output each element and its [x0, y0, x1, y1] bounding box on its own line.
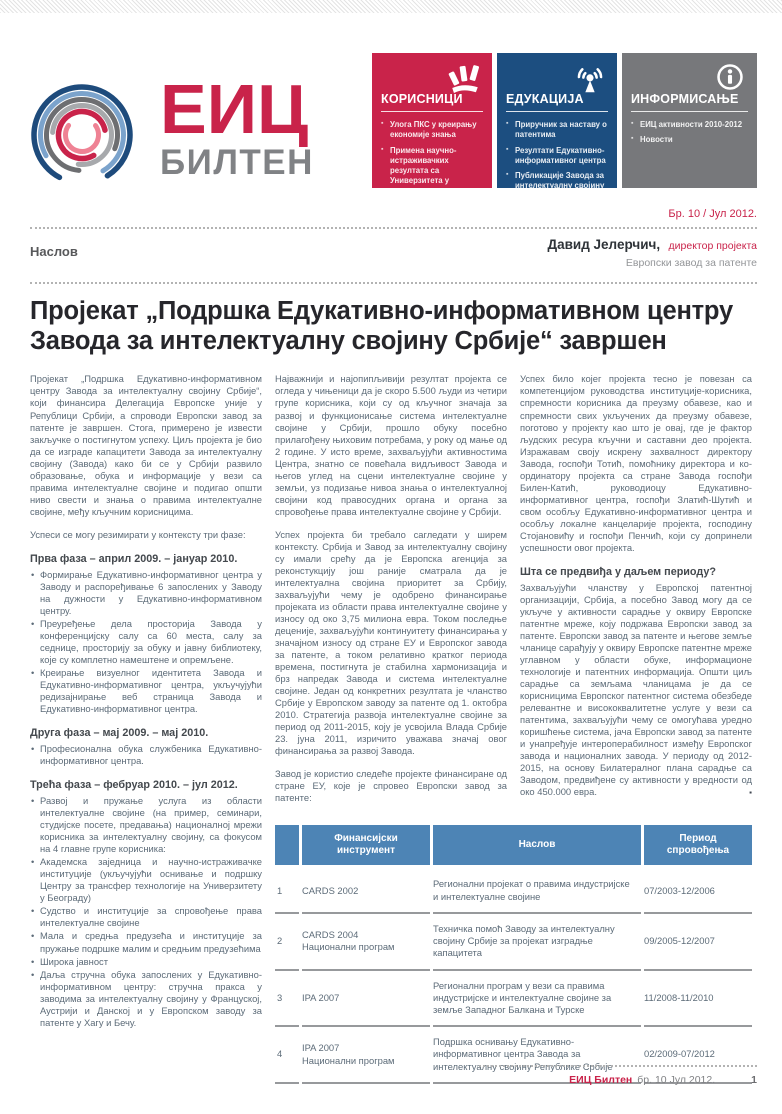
outlook-heading: Шта се предвиђа у даљем периоду? [520, 565, 716, 578]
paragraph: Успех пројекта би требало сагледати у ширем контексту. Србија и Завод за интелектуалну својину су имали срећу да је Европска агенција за реконстукцију још раније сматрала да је интелектуална својина приоритет за Србију, захваљујући чему је одобрено финансирање пројеката из области права интелектуалне својине у износу од око 3,75 милиона евра. Током последње деценије, захваљујући континуитету финансирања у значајном износу од стране ЕУ и Европског завода за патенте, а током релативно кратког периода времена, постигнута је стабилна хармонизација и брз напредак Завода и система интелектуалне својине. Један од конкретних резултата је чланство Србије у Европском заводу за патенте од 1. октобра 2010. Стратегија развоја интелектуалне својине за период од 2011-2015, коју је усвојила Влада Србије 23. јуна 2011, изричито уважава значај овог финансирања за развој Завода. [275, 528, 507, 757]
right-area [275, 373, 752, 1083]
row-period: 02/2009-07/2012 [644, 1027, 752, 1084]
box-edukacija [497, 53, 617, 191]
column-3 [520, 373, 752, 815]
phase-1-title: Прва фаза – април 2009. – јануар 2010. [30, 552, 238, 565]
list-item: ▪ Примена научно-истраживачких резултата са Универзитета у Београду [381, 146, 483, 197]
list-item: ▪ Новости [631, 135, 748, 145]
phase-2-title: Друга фаза – мај 2009. – мај 2010. [30, 727, 209, 740]
projects-table [275, 825, 752, 1083]
footer-issue: бр. 10 Јул 2012. [637, 1074, 716, 1086]
list-item: • Судство и институције за спровођење права интелектуалне својине [30, 905, 262, 929]
author-role: директор пројекта [668, 240, 757, 252]
row-period: 11/2008-11/2010 [644, 971, 752, 1028]
list-item: • Широка јавност [30, 956, 262, 968]
box-informisanje-list [631, 120, 748, 146]
box-korisnici-title: КОРИСНИЦИ [381, 92, 483, 112]
box-informisanje-title: ИНФОРМИСАЊЕ [631, 92, 748, 112]
top-texture-band [0, 0, 782, 13]
list-item: • Мала и средња предузећа и институције за пружање подршке малим и средњим предузећима [30, 930, 262, 954]
end-of-article-mark: ▪ [749, 788, 752, 798]
paragraph: Завод је користио следеће пројекте финансиране од стране ЕУ, које је спровео Европски завод за патенте: [275, 768, 507, 804]
paragraph: Најважнији и најопипљивији резултат пројекта се огледа у чињеници да је скоро 5.500 људи из четири групе корисника, који су од кључног значаја за развој и функционисање система интелектуалне својине у Србији, прошло обуку посебно прилагођену њиховим потребама, у року од мање од 2 године. У исто време, захваљујући активностима Центра, знатно се повећала видљивост Завода и његов углед на сцени интелектуалне својине у земљи, уз подизање нивоа знања о интелектуалној својини код правосудних органа и органа за спровођење права интелектуалне својине у Србији. [275, 373, 507, 517]
list-item: ▪ Сарадња Министарства одбране и ЕИЦ [381, 202, 483, 223]
author-org: Европски завод за патенте [625, 256, 757, 269]
list-item: • Формирање Едукативно-информативног центра у Заводу и распоређивање 6 запослених у Заводу на дужности у Едукативно-информативном центру. [30, 569, 262, 617]
dotted-rule [30, 282, 757, 284]
box-edukacija-title: ЕДУКАЦИЈА [506, 92, 608, 112]
eic-logo-icon [30, 53, 134, 201]
column-1 [30, 373, 262, 1083]
logo-text [160, 70, 314, 183]
page-footer [479, 1065, 757, 1086]
author-block [547, 234, 757, 270]
list-item: ▪ Резултати Едукативно-информативног центра [506, 146, 608, 167]
row-period: 07/2003-12/2006 [644, 869, 752, 913]
paragraph: Пројекат „Подршка Едукативно-информативном центру Завода за интелектуалну својину Србије“, који финансира Делегација Европске уније у Републици Србији, а спроводи Европски завод за патенте је завршен. Стога, примерено је извести закључке о постигнутом успеху. Циљ пројекта је био да се изграде капацитети Завода за интелектуалну својину (Завода) како би се у Србији развило образовање, обука и информације у вези са правима интелектуалне својине и подигао општи ниво свести и знања о правима интелектуалне својине, међу кључним корисницима. [30, 373, 262, 517]
row-instrument: IPA 2007 Национални програм [302, 1027, 430, 1084]
table-header-row [275, 825, 752, 865]
list-item: ▪ Публикације Завода за интелектуалну својину [506, 171, 608, 192]
row-instrument: IPA 2007 [302, 971, 430, 1028]
list-item: ▪ Улога ПКС у креирању економије знања [381, 120, 483, 141]
list-item: • Академска заједница и научно-истраживачке институције (укључујући оснивање и подршку Центру за трансфер технологије на Универзитету у Београду) [30, 856, 262, 904]
info-icon [712, 60, 748, 94]
list-item: • Развој и пружање услуга из области интелектуалне својине (на пример, семинари, студијске посете, предавања) националној мрежи корисника за интелектуалну својину, са фокусом на 4 главне групе корисника: [30, 795, 262, 855]
broadcast-icon [572, 60, 608, 94]
phase-1-list [30, 569, 262, 715]
list-item: • Професионална обука службеника Едукативно-информативног центра. [30, 743, 262, 767]
list-item: ▪ ЕИЦ активности 2010-2012 [631, 120, 748, 130]
logo-subtitle: БИЛТЕН [160, 143, 314, 183]
table-row [275, 869, 752, 913]
box-informisanje [622, 53, 757, 188]
table-row [275, 914, 752, 971]
list-item: • Даља стручна обука запослених у Едукативно-информативном центру: стручна пракса у заводима за интелектуалну својину у Француској, Аустрији и Данској и у Европском заводу за патенте у Хагу и Бечу. [30, 969, 262, 1029]
paragraph: Успеси се могу резимирати у контексту три фазе: [30, 528, 246, 540]
row-title: Регионални пројекат о правима индустријске и интелектуалне својине [433, 869, 641, 913]
author-name: Давид Јелерчич, [547, 237, 661, 252]
column-2 [275, 373, 507, 815]
row-number: 1 [275, 869, 299, 913]
header-cell-period: Период спровођења [644, 825, 752, 865]
article-headline: Пројекат „Подршка Едукативно-информативном центру Завода за интелектуалну својину Србије“ завршен [30, 296, 733, 355]
phase-2-list [30, 743, 262, 767]
header-cell-title: Наслов [433, 825, 641, 865]
row-number: 4 [275, 1027, 299, 1084]
table-body [275, 869, 752, 1083]
paragraph: Успех било којег пројекта тесно је повезан са компетенцијом руководства институције-корисника, спремности корисника да преузму обавезе, као и спремности свих укључених да преузму обавезе, поготово у пројекту као што је овај, где је фактор људских ресура кључни и саставни део пројекта. Изражавам своју искрену захвалност директору Завода, госпођи Тотић, помоћнику директора и ко-ординатору пројекта са стране Завода госпођи Билен-Катић, руководиоцу Едукативно-информативног центра, госпођи Златић-Шутић и свом особљу Едукативно-информативног центра и особљу локалне канцеларије пројекта, господину Стојановићу и госпођи Пенчић, који су допринели успешности овог пројекта. [520, 373, 752, 553]
logo-title: ЕИЦ [160, 70, 309, 148]
page-number: 1 [751, 1074, 757, 1086]
row-title: Регионални програм у вези са правима индустријске и интелектуалне својине за земље Западног Балкана и Турске [433, 971, 641, 1028]
byline-row [0, 229, 782, 275]
row-number: 3 [275, 971, 299, 1028]
box-edukacija-list [506, 120, 608, 192]
row-number: 2 [275, 914, 299, 971]
paragraph-text: Захваљујући чланству у Европској патентној организацији, Србија, а посебно Завод могу да се укључе у активности сарадње у оквиру Европске патентне мреже, коју подржава Европски завод за патенте. Европски завод за патенте и његове земље чланице сарађују у оквиру Европске патентне мреже углавном у области обуке, информационе технологије и патентних информација. Општи циљ сарадње са земљама чланицама је да се корисницима Европског патентног система обезбеде релевантне и висококвалитетне услуге у вези са патентима, захваљујући чему се омогућава уредно коришћење система, јача Европски завод за патенте и унапређује интероперабилност између Европског завода и националних завода. У периоду од 2012-2015, на основу Билатералног плана сарадње са Заводом, предвиђене су активности у вредности од око 450.000 евра. [520, 581, 752, 798]
section-label: Наслов [30, 244, 78, 260]
row-title: Техничка помоћ Заводу за интелектуалну својину Србије за пројекат изградње капацитета [433, 914, 641, 971]
phase-3-list [30, 795, 262, 1029]
box-korisnici [372, 53, 492, 222]
row-instrument: CARDS 2002 [302, 869, 430, 913]
row-instrument: CARDS 2004 Национални програм [302, 914, 430, 971]
list-item: • Преуређење дела просторија Завода у конференцијску салу са 60 места, салу за седнице, просторију за обуку и јавну библиотеку, које су комплетно намештене и опремљене. [30, 618, 262, 666]
eic-logo [30, 53, 314, 201]
cards-fan-icon [447, 60, 483, 94]
row-period: 09/2005-12/2007 [644, 914, 752, 971]
article-body [30, 373, 757, 1083]
list-item: • Креирање визуелног идентитета Завода и Едукативно-информативног центра, укључујући редизајнирање веб страница Завода и Едукативно-информативног центра. [30, 667, 262, 715]
box-korisnici-list [381, 120, 483, 223]
phase-3-title: Трећа фаза – фебруар 2010. – јул 2012. [30, 779, 238, 792]
issue-label: Бр. 10 / Јул 2012. [668, 208, 757, 220]
header-cell-empty [275, 825, 299, 865]
row-title: Подршка оснивању Едукативно-информативног центра Завода за интелектуалну својину Републике Србије [433, 1027, 641, 1084]
list-item: ▪ Приручник за наставу о патентима [506, 120, 608, 141]
paragraph [520, 582, 752, 799]
table-row [275, 971, 752, 1028]
header-cell-instrument: Финансијски инструмент [302, 825, 430, 865]
footer-brand: ЕИЦ Билтен [569, 1074, 633, 1086]
